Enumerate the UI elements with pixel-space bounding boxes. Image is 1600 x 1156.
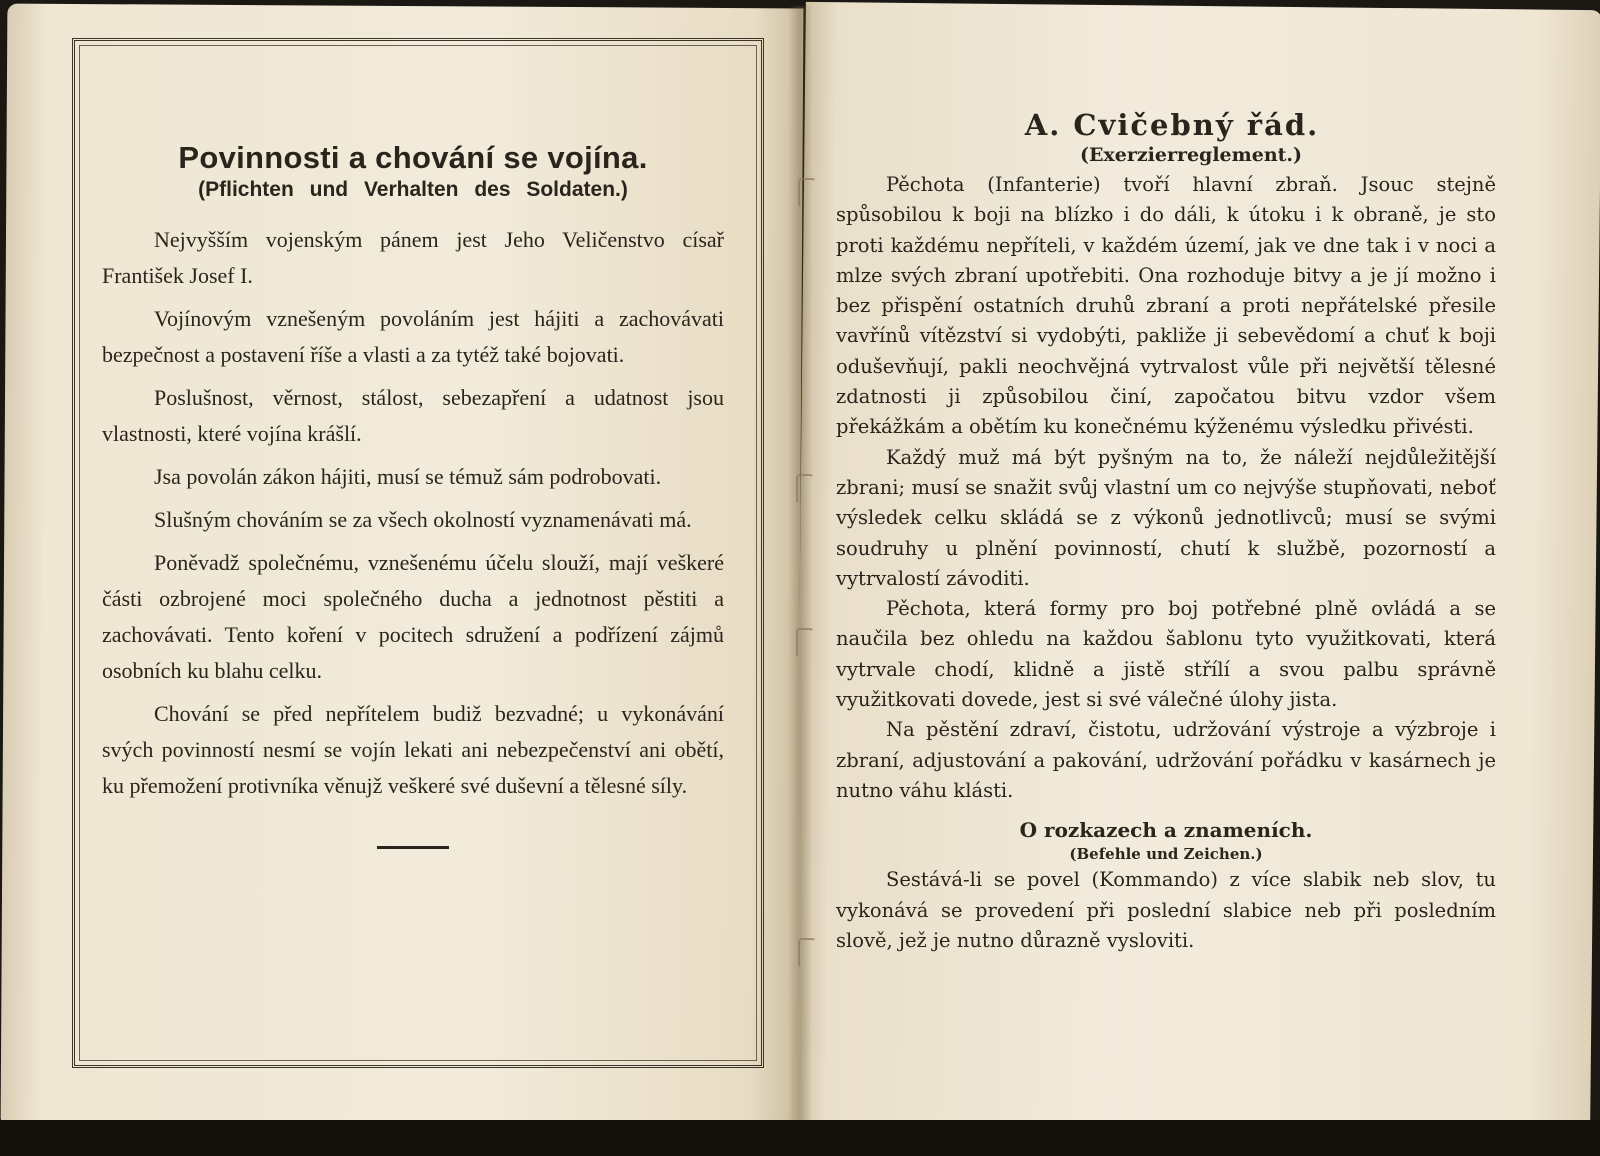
right-paragraph-1: Pěchota (Infanterie) tvoří hlavní zbraň. Jsouc stejně spůsobilou k boji na blízko i do dáli, k útoku i k obraně, je sto proti každému nepříteli, v každém území, jak ve dne tak i v noci a mlze svých zbraní upotřebiti. Ona rozhoduje bitvy a je jí možno i bez přispění ostatních druhů zbraní a proti nepřátelské přesile vavřínů vítězství si vydobýti, pakliže ji sebevědomí a chuť k boji oduševňují, pakli neochvějná vytrvalost vůle při největší tělesné zdatnosti ji způsobilou činí, započatou bitvu vzdor všem překážkám a obětím ku konečnému kýženému výsledku přivésti. bbox=[836, 173, 1496, 439]
left-paragraph-4: Jsa povolán zákon hájiti, musí se témuž sám podrobovati. bbox=[154, 464, 662, 489]
left-paragraph-2: Vojínovým vznešeným povoláním jest hájiti a zachovávati bezpečnost a postavení říše a vlasti a za tytéž také bojovati. bbox=[102, 306, 724, 367]
left-page-title: Povinnosti a chování se vojína. bbox=[178, 140, 648, 175]
right-page-title: A. Cvičebný řád. bbox=[1024, 108, 1320, 142]
left-page-text bbox=[102, 140, 724, 849]
right-page-subtitle: (Exerzierreglement.) bbox=[1079, 144, 1303, 166]
binding-staple-mark bbox=[796, 474, 814, 504]
background-edge bbox=[0, 1120, 1600, 1156]
left-page-subtitle: (Pflichten und Verhalten des Soldaten.) bbox=[198, 178, 628, 201]
section-heading: O rozkazech a znameních. bbox=[1019, 818, 1313, 843]
left-paragraph-1: Nejvyšším vojenským pánem jest Jeho Veličenstvo císař František Josef I. bbox=[102, 227, 724, 288]
right-page-text bbox=[836, 108, 1496, 956]
left-paragraph-3: Poslušnost, věrnost, stálost, sebezapření a udatnost jsou vlastnosti, které vojína krášlí. bbox=[102, 385, 724, 446]
left-paragraph-5: Slušným chováním se za všech okolností vyznamenávati má. bbox=[154, 507, 692, 532]
binding-staple-mark bbox=[798, 938, 816, 968]
section-paragraph: Sestává-li se povel (Kommando) z více slabik neb slov, tu vykonává se provedení při poslední slabice neb při posledním slově, jež je nutno důrazně vysloviti. bbox=[836, 868, 1496, 952]
binding-staple-mark bbox=[796, 628, 814, 658]
binding-staple-mark bbox=[798, 178, 816, 208]
right-paragraph-2: Každý muž má být pyšným na to, že náleží nejdůležitější zbrani; musí se snažit svůj vlastní um co nejvýše stupňovati, neboť výsledek celku skládá se z výkonů jednotlivců; musí se svými soudruhy u plnění povinností, chutí k službě, pozorností a vytrvalostí závoditi. bbox=[836, 445, 1496, 590]
section-subheading: (Befehle und Zeichen.) bbox=[1069, 845, 1263, 864]
left-paragraph-7: Chování se před nepřítelem budiž bezvadné; u vykonávání svých povinností nesmí se vojín lekati ani nebezpečenství ani obětí, ku přemožení protivníka věnujž veškeré své duševní a tělesné síly. bbox=[102, 701, 724, 798]
left-paragraph-6: Poněvadž společnému, vznešenému účelu slouží, mají veškeré části ozbrojené moci společného ducha a jednotnost pěstiti a zachovávati. Tento koření v pocitech sdružení a podřízení zájmů osobních ku blahu celku. bbox=[102, 550, 724, 683]
right-paragraph-3: Pěchota, která formy pro boj potřebné plně ovládá a se naučila bez ohledu na každou šablonu tyto využitkovati, která vytrvale chodí, klidně a jistě střílí a svou palbu správně využitkovati dovede, jest si své válečné úlohy jista. bbox=[836, 597, 1496, 712]
closing-rule bbox=[377, 846, 449, 849]
right-paragraph-4: Na pěstění zdraví, čistotu, udržování výstroje a výzbroje i zbraní, adjustování a pakování, udržování pořádku v kasárnech je nutno váhu klásti. bbox=[836, 718, 1496, 802]
